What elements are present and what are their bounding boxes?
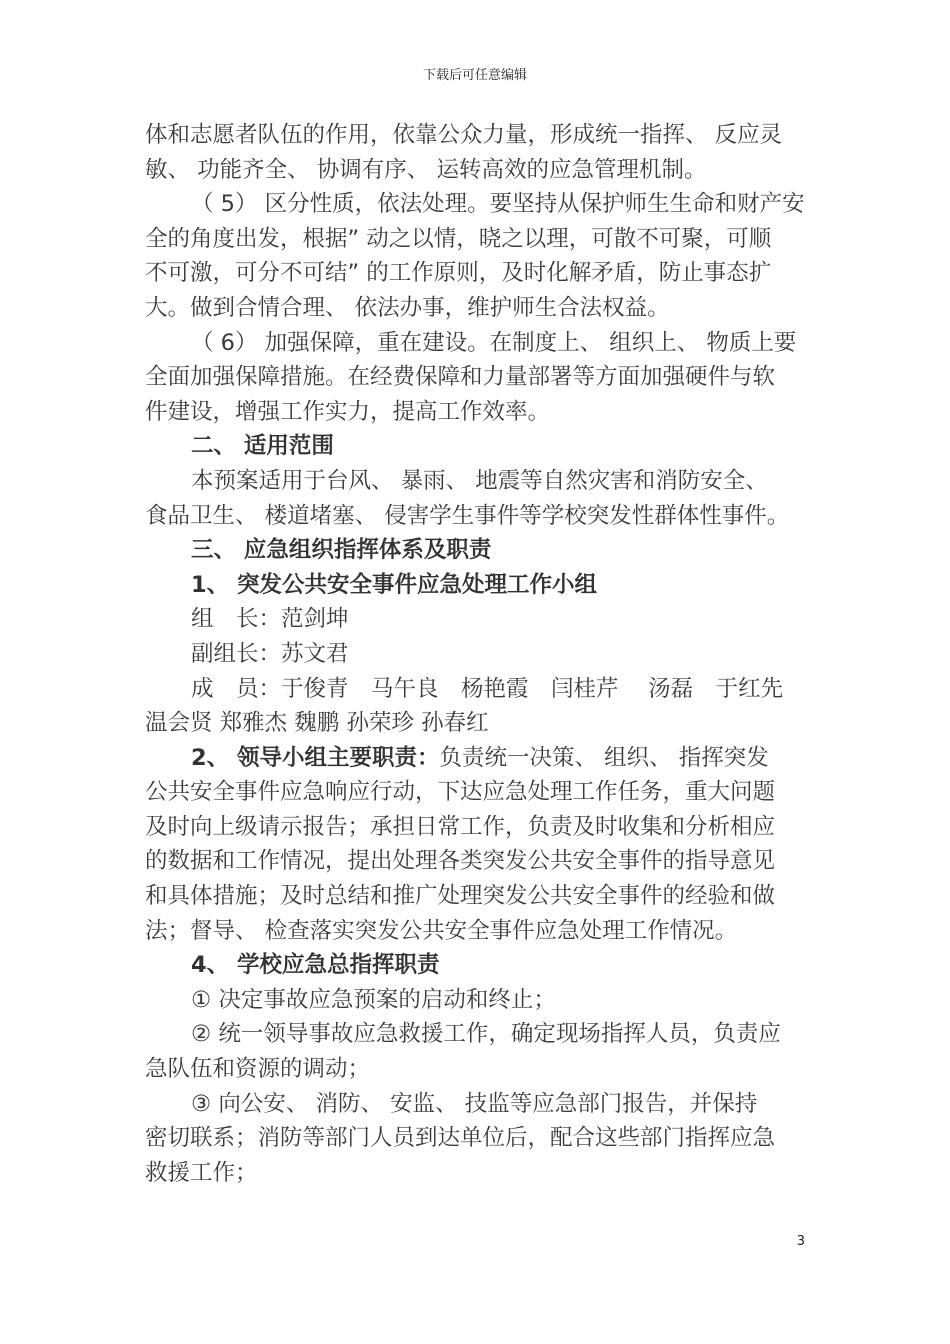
paragraph-line: 法；督导、 检查落实突发公共安全事件应急处理工作情况。 <box>145 917 738 944</box>
section-heading: 三、 应急组织指挥体系及职责 <box>191 537 492 564</box>
section-heading: 二、 适用范围 <box>191 433 334 460</box>
paragraph-line: 和具体措施；及时总结和推广处理突发公共安全事件的经验和做 <box>145 883 776 910</box>
paragraph-line: 的数据和工作情况，提出处理各类突发公共安全事件的指导意见 <box>145 848 776 875</box>
list-item: ③ 向公安、 消防、 安监、 技监等应急部门报告，并保持 <box>191 1090 758 1117</box>
list-item-continued: 急队伍和资源的调动； <box>145 1056 371 1083</box>
page-header: 下载后可任意编辑 <box>422 68 527 83</box>
document-body <box>145 118 810 1190</box>
list-item: ② 统一领导事故应急救援工作，确定现场指挥人员，负责应 <box>191 1021 781 1048</box>
paragraph-line: 及时向上级请示报告；承担日常工作，负责及时收集和分析相应 <box>145 813 776 840</box>
paragraph-line: 公共安全事件应急响应行动，下达应急处理工作任务，重大问题 <box>145 779 776 806</box>
paragraph-line: 大。做到合情合理、 依法办事，维护师生合法权益。 <box>145 294 670 321</box>
paragraph-line: （ 6） 加强保障，重在建设。在制度上、 组织上、 物质上要 <box>191 329 797 356</box>
paragraph-line: 食品卫生、 楼道堵塞、 侵害学生事件等学校突发性群体性事件。 <box>145 502 790 529</box>
members-line: 成 员：于俊青 马午良 杨艳霞 闫桂芹 汤磊 于红先 <box>191 675 784 702</box>
subsection-heading: 1、 突发公共安全事件应急处理工作小组 <box>191 571 597 598</box>
duties-heading: 2、 领导小组主要职责： <box>191 744 440 771</box>
page-number: 3 <box>796 1234 805 1249</box>
team-leader-line: 组 长：范剑坤 <box>191 606 349 633</box>
paragraph-line: 本预案适用于台风、 暴雨、 地震等自然灾害和消防安全、 <box>191 467 768 494</box>
subsection-heading: 4、 学校应急总指挥职责 <box>191 952 440 979</box>
paragraph-line: 不可激，可分不可结” 的工作原则，及时化解矛盾，防止事态扩 <box>145 260 772 287</box>
paragraph-line: 全面加强保障措施。在经费保障和力量部署等方面加强硬件与软 <box>145 364 776 391</box>
duties-line <box>145 741 810 776</box>
list-item-continued: 救援工作； <box>145 1159 258 1186</box>
list-item: ① 决定事故应急预案的启动和终止； <box>191 986 556 1013</box>
deputy-leader-line: 副组长：苏文君 <box>191 640 349 667</box>
paragraph-line: 件建设，增强工作实力，提高工作效率。 <box>145 398 551 425</box>
list-item-continued: 密切联系；消防等部门人员到达单位后，配合这些部门指挥应急 <box>145 1125 776 1152</box>
paragraph-line: （ 5） 区分性质，依法处理。要坚持从保护师生生命和财产安 <box>191 191 805 218</box>
paragraph-line: 全的角度出发，根据” 动之以情，晓之以理，可散不可聚，可顺 <box>145 225 772 252</box>
members-line-continued: 温会贤 郑雅杰 魏鹏 孙荣珍 孙春红 <box>145 710 489 737</box>
duties-text: 负责统一决策、 组织、 指挥突发 <box>439 744 769 771</box>
paragraph-line: 敏、 功能齐全、 协调有序、 运转高效的应急管理机制。 <box>145 156 707 183</box>
paragraph-line: 体和志愿者队伍的作用，依靠公众力量，形成统一指挥、 反应灵 <box>145 122 783 148</box>
